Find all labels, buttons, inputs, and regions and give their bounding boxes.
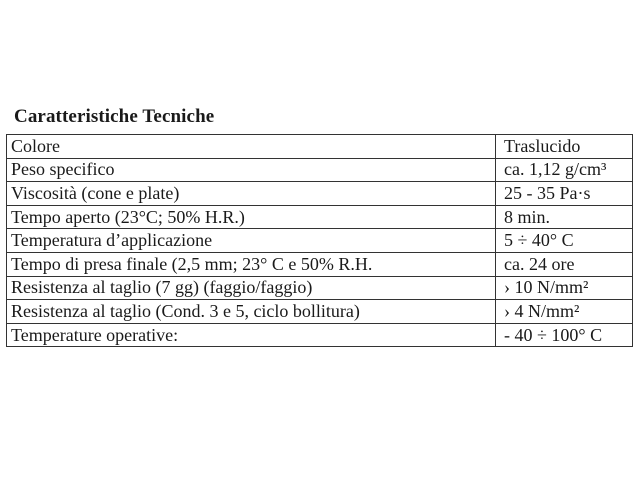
property-cell: Temperature operative: bbox=[7, 323, 496, 347]
property-cell: Viscosità (cone e plate) bbox=[7, 182, 496, 206]
property-cell: Tempo di presa finale (2,5 mm; 23° C e 50% R.H. bbox=[7, 252, 496, 276]
table-row bbox=[7, 135, 633, 159]
property-cell: Resistenza al taglio (7 gg) (faggio/faggio) bbox=[7, 276, 496, 300]
value-cell: 25 - 35 Pa·s bbox=[496, 182, 633, 206]
value-cell: - 40 ÷ 100° C bbox=[496, 323, 633, 347]
value-cell: ca. 24 ore bbox=[496, 252, 633, 276]
table-row bbox=[7, 323, 633, 347]
property-cell: Temperatura d’applicazione bbox=[7, 229, 496, 253]
property-cell: Tempo aperto (23°C; 50% H.R.) bbox=[7, 205, 496, 229]
value-cell: › 4 N/mm² bbox=[496, 300, 633, 324]
table-row bbox=[7, 252, 633, 276]
section-title: Caratteristiche Tecniche bbox=[14, 106, 215, 127]
table-row bbox=[7, 229, 633, 253]
table-row bbox=[7, 182, 633, 206]
value-cell: › 10 N/mm² bbox=[496, 276, 633, 300]
property-cell: Peso specifico bbox=[7, 158, 496, 182]
value-cell: 5 ÷ 40° C bbox=[496, 229, 633, 253]
value-cell: 8 min. bbox=[496, 205, 633, 229]
property-cell: Colore bbox=[7, 135, 496, 159]
table-row bbox=[7, 205, 633, 229]
table-row bbox=[7, 300, 633, 324]
property-cell: Resistenza al taglio (Cond. 3 e 5, ciclo bollitura) bbox=[7, 300, 496, 324]
value-cell: Traslucido bbox=[496, 135, 633, 159]
specs-table bbox=[6, 134, 633, 347]
table-row bbox=[7, 276, 633, 300]
table-row bbox=[7, 158, 633, 182]
value-cell: ca. 1,12 g/cm³ bbox=[496, 158, 633, 182]
